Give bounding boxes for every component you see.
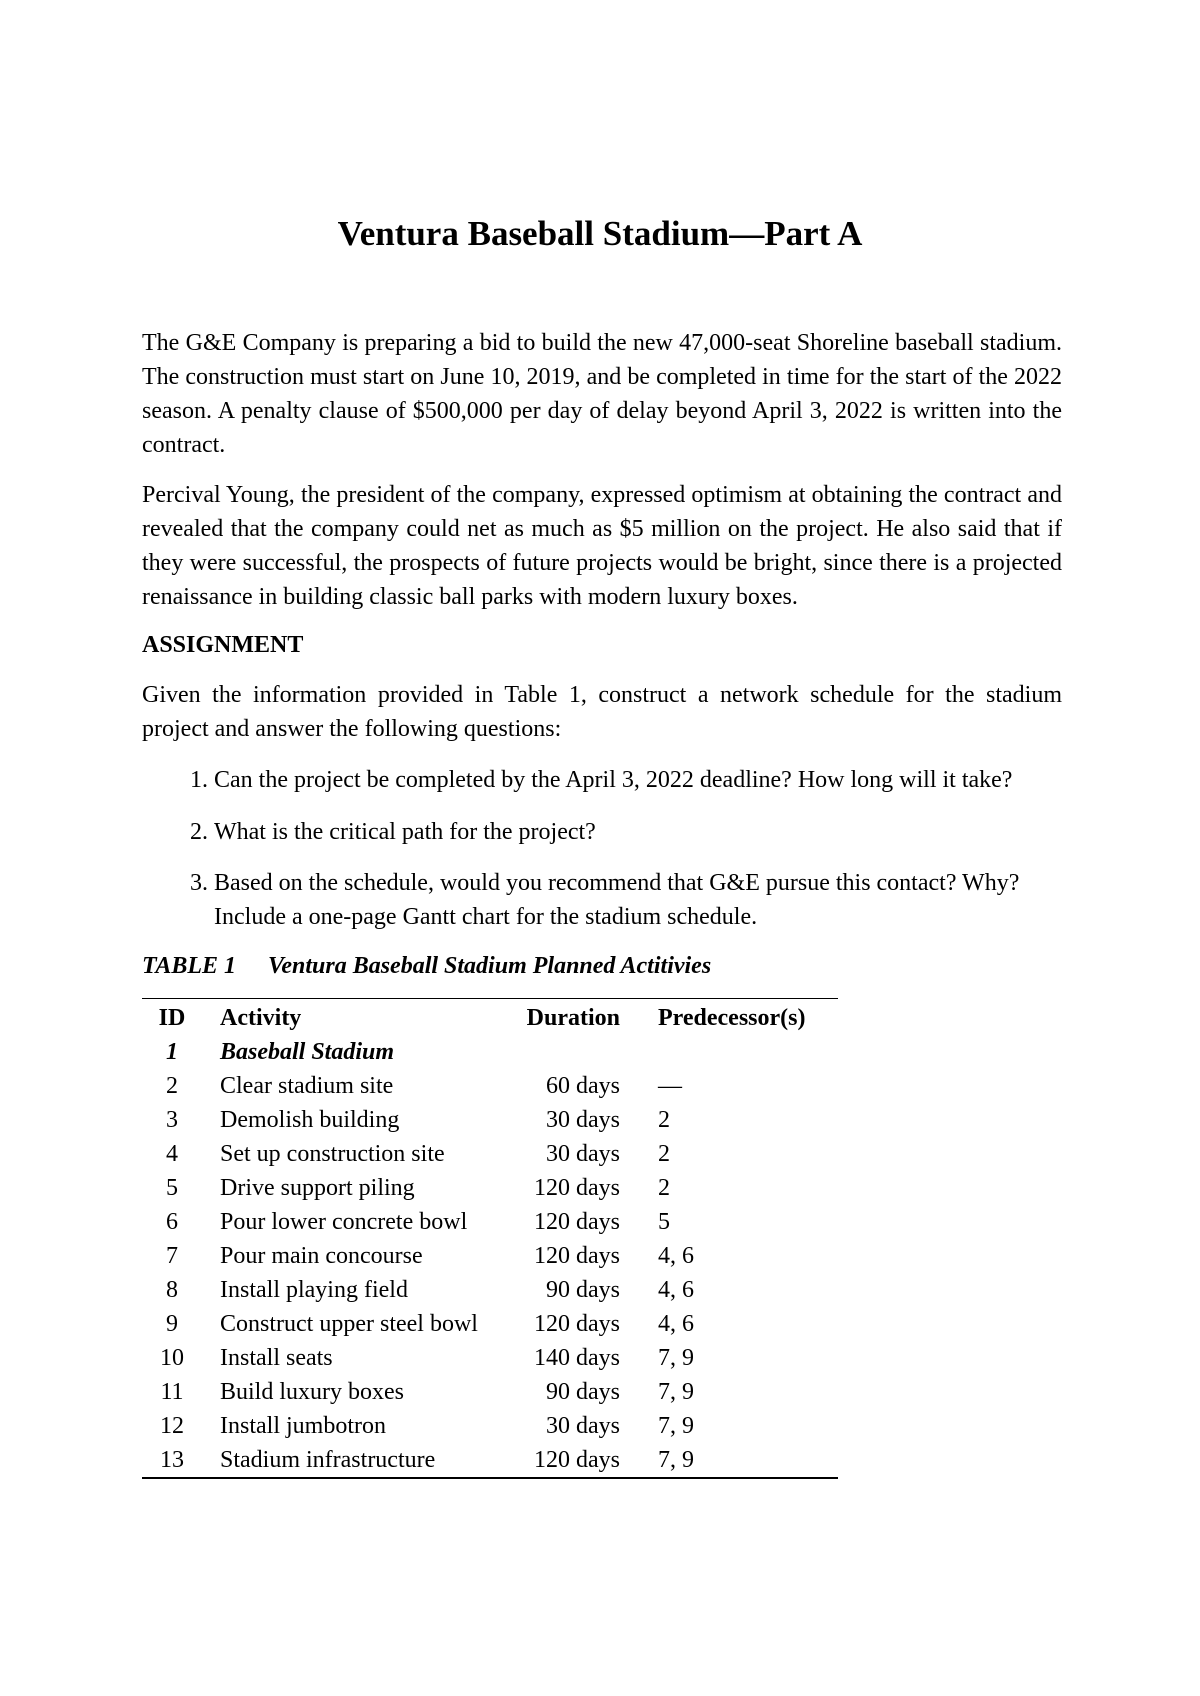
cell-duration: 120 days [534, 1175, 620, 1201]
cell-activity: Drive support piling [220, 1175, 415, 1201]
cell-activity: Demolish building [220, 1107, 400, 1133]
table-row [142, 1307, 838, 1341]
table-row [142, 1443, 838, 1478]
header-id: ID [158, 1005, 186, 1031]
table-row [142, 1171, 838, 1205]
cell-predecessors: 2 [658, 1107, 670, 1133]
table-caption [142, 949, 711, 983]
question-text: What is the critical path for the project? [214, 819, 596, 845]
cell-id: 5 [166, 1175, 178, 1201]
cell-predecessors: 7, 9 [658, 1413, 694, 1439]
table-row [142, 1239, 838, 1273]
cell-duration: 140 days [534, 1345, 620, 1371]
cell-duration: 90 days [546, 1379, 620, 1405]
cell-id: 7 [166, 1243, 178, 1269]
table-row [142, 1137, 838, 1171]
cell-predecessors: 7, 9 [658, 1379, 694, 1405]
cell-id: 3 [166, 1107, 178, 1133]
cell-duration: 30 days [546, 1141, 620, 1167]
cell-predecessors: 2 [658, 1141, 670, 1167]
header-activity: Activity [220, 1005, 302, 1031]
table-row [142, 1069, 838, 1103]
cell-duration: 120 days [534, 1447, 620, 1473]
cell-activity: Set up construction site [220, 1141, 445, 1167]
cell-id: 8 [166, 1277, 178, 1303]
cell-duration: 90 days [546, 1277, 620, 1303]
table-row [142, 1375, 838, 1409]
paragraph-president-quote [142, 478, 1062, 614]
cell-duration: 30 days [546, 1107, 620, 1133]
cell-activity: Construct upper steel bowl [220, 1311, 478, 1337]
cell-predecessors: 5 [658, 1209, 670, 1235]
cell-predecessors: — [658, 1073, 682, 1099]
assignment-intro [142, 678, 1062, 746]
table-row [142, 1205, 838, 1239]
header-predecessors: Predecessor(s) [658, 1005, 806, 1031]
paragraph-intro [142, 326, 1062, 462]
paragraph-text: Percival Young, the president of the company, expressed optimism at obtaining the contract and revealed that the company could net as much as $5 million on the project. He also said that if they were successful, the prospects of future projects would be bright, since there is a projected renaissance in building classic ball parks with modern luxury boxes. [142, 482, 1062, 610]
cell-activity: Baseball Stadium [220, 1039, 395, 1065]
cell-duration: 120 days [534, 1243, 620, 1269]
cell-activity: Pour main concourse [220, 1243, 423, 1269]
cell-id: 2 [166, 1073, 178, 1099]
question-number: 3. [190, 870, 208, 896]
cell-activity: Pour lower concrete bowl [220, 1209, 468, 1235]
header-duration: Duration [526, 1005, 620, 1031]
table-row [142, 1341, 838, 1375]
cell-id: 13 [160, 1447, 184, 1473]
cell-activity: Stadium infrastructure [220, 1447, 436, 1473]
table-row [142, 1103, 838, 1137]
cell-predecessors: 7, 9 [658, 1345, 694, 1371]
cell-predecessors: 2 [658, 1175, 670, 1201]
cell-duration [510, 1035, 630, 1069]
table-caption-title: Ventura Baseball Stadium Planned Actitivies [268, 953, 712, 979]
question-text: Can the project be completed by the April 3, 2022 deadline? How long will it take? [214, 767, 1013, 793]
cell-activity: Install playing field [220, 1277, 408, 1303]
cell-id: 1 [166, 1039, 178, 1065]
table-row [142, 1273, 838, 1307]
cell-predecessors [630, 1035, 838, 1069]
cell-activity: Install jumbotron [220, 1413, 386, 1439]
cell-id: 9 [166, 1311, 178, 1337]
cell-predecessors: 4, 6 [658, 1277, 694, 1303]
cell-duration: 60 days [546, 1073, 620, 1099]
paragraph-text: The G&E Company is preparing a bid to build the new 47,000-seat Shoreline baseball stadium. The construction must start on June 10, 2019, and be completed in time for the start of the 2022 season. A penalty clause of $500,000 per day of delay beyond April 3, 2022 is written into the contract. [142, 330, 1062, 458]
table-caption-label: TABLE 1 [142, 953, 237, 979]
cell-id: 11 [160, 1379, 184, 1405]
table-row-summary [142, 1035, 838, 1069]
paragraph-text: Given the information provided in Table 1, construct a network schedule for the stadium project and answer the following questions: [142, 682, 1062, 742]
cell-predecessors: 4, 6 [658, 1243, 694, 1269]
cell-predecessors: 4, 6 [658, 1311, 694, 1337]
table-row [142, 1409, 838, 1443]
cell-id: 6 [166, 1209, 178, 1235]
cell-duration: 120 days [534, 1311, 620, 1337]
question-number: 1. [190, 767, 208, 793]
cell-activity: Install seats [220, 1345, 333, 1371]
cell-duration: 120 days [534, 1209, 620, 1235]
cell-id: 4 [166, 1141, 178, 1167]
cell-activity: Clear stadium site [220, 1073, 394, 1099]
page-title: Ventura Baseball Stadium—Part A [337, 214, 863, 253]
question-text: Based on the schedule, would you recommend that G&E pursue this contact? Why? Include a one-page Gantt chart for the stadium schedule. [214, 870, 1020, 930]
question-number: 2. [190, 819, 208, 845]
assignment-heading: ASSIGNMENT [142, 632, 304, 658]
table-header-row [142, 999, 838, 1036]
cell-id: 10 [160, 1345, 184, 1371]
cell-activity: Build luxury boxes [220, 1379, 404, 1405]
activities-table [142, 998, 838, 1479]
cell-id: 12 [160, 1413, 184, 1439]
cell-duration: 30 days [546, 1413, 620, 1439]
cell-predecessors: 7, 9 [658, 1447, 694, 1473]
